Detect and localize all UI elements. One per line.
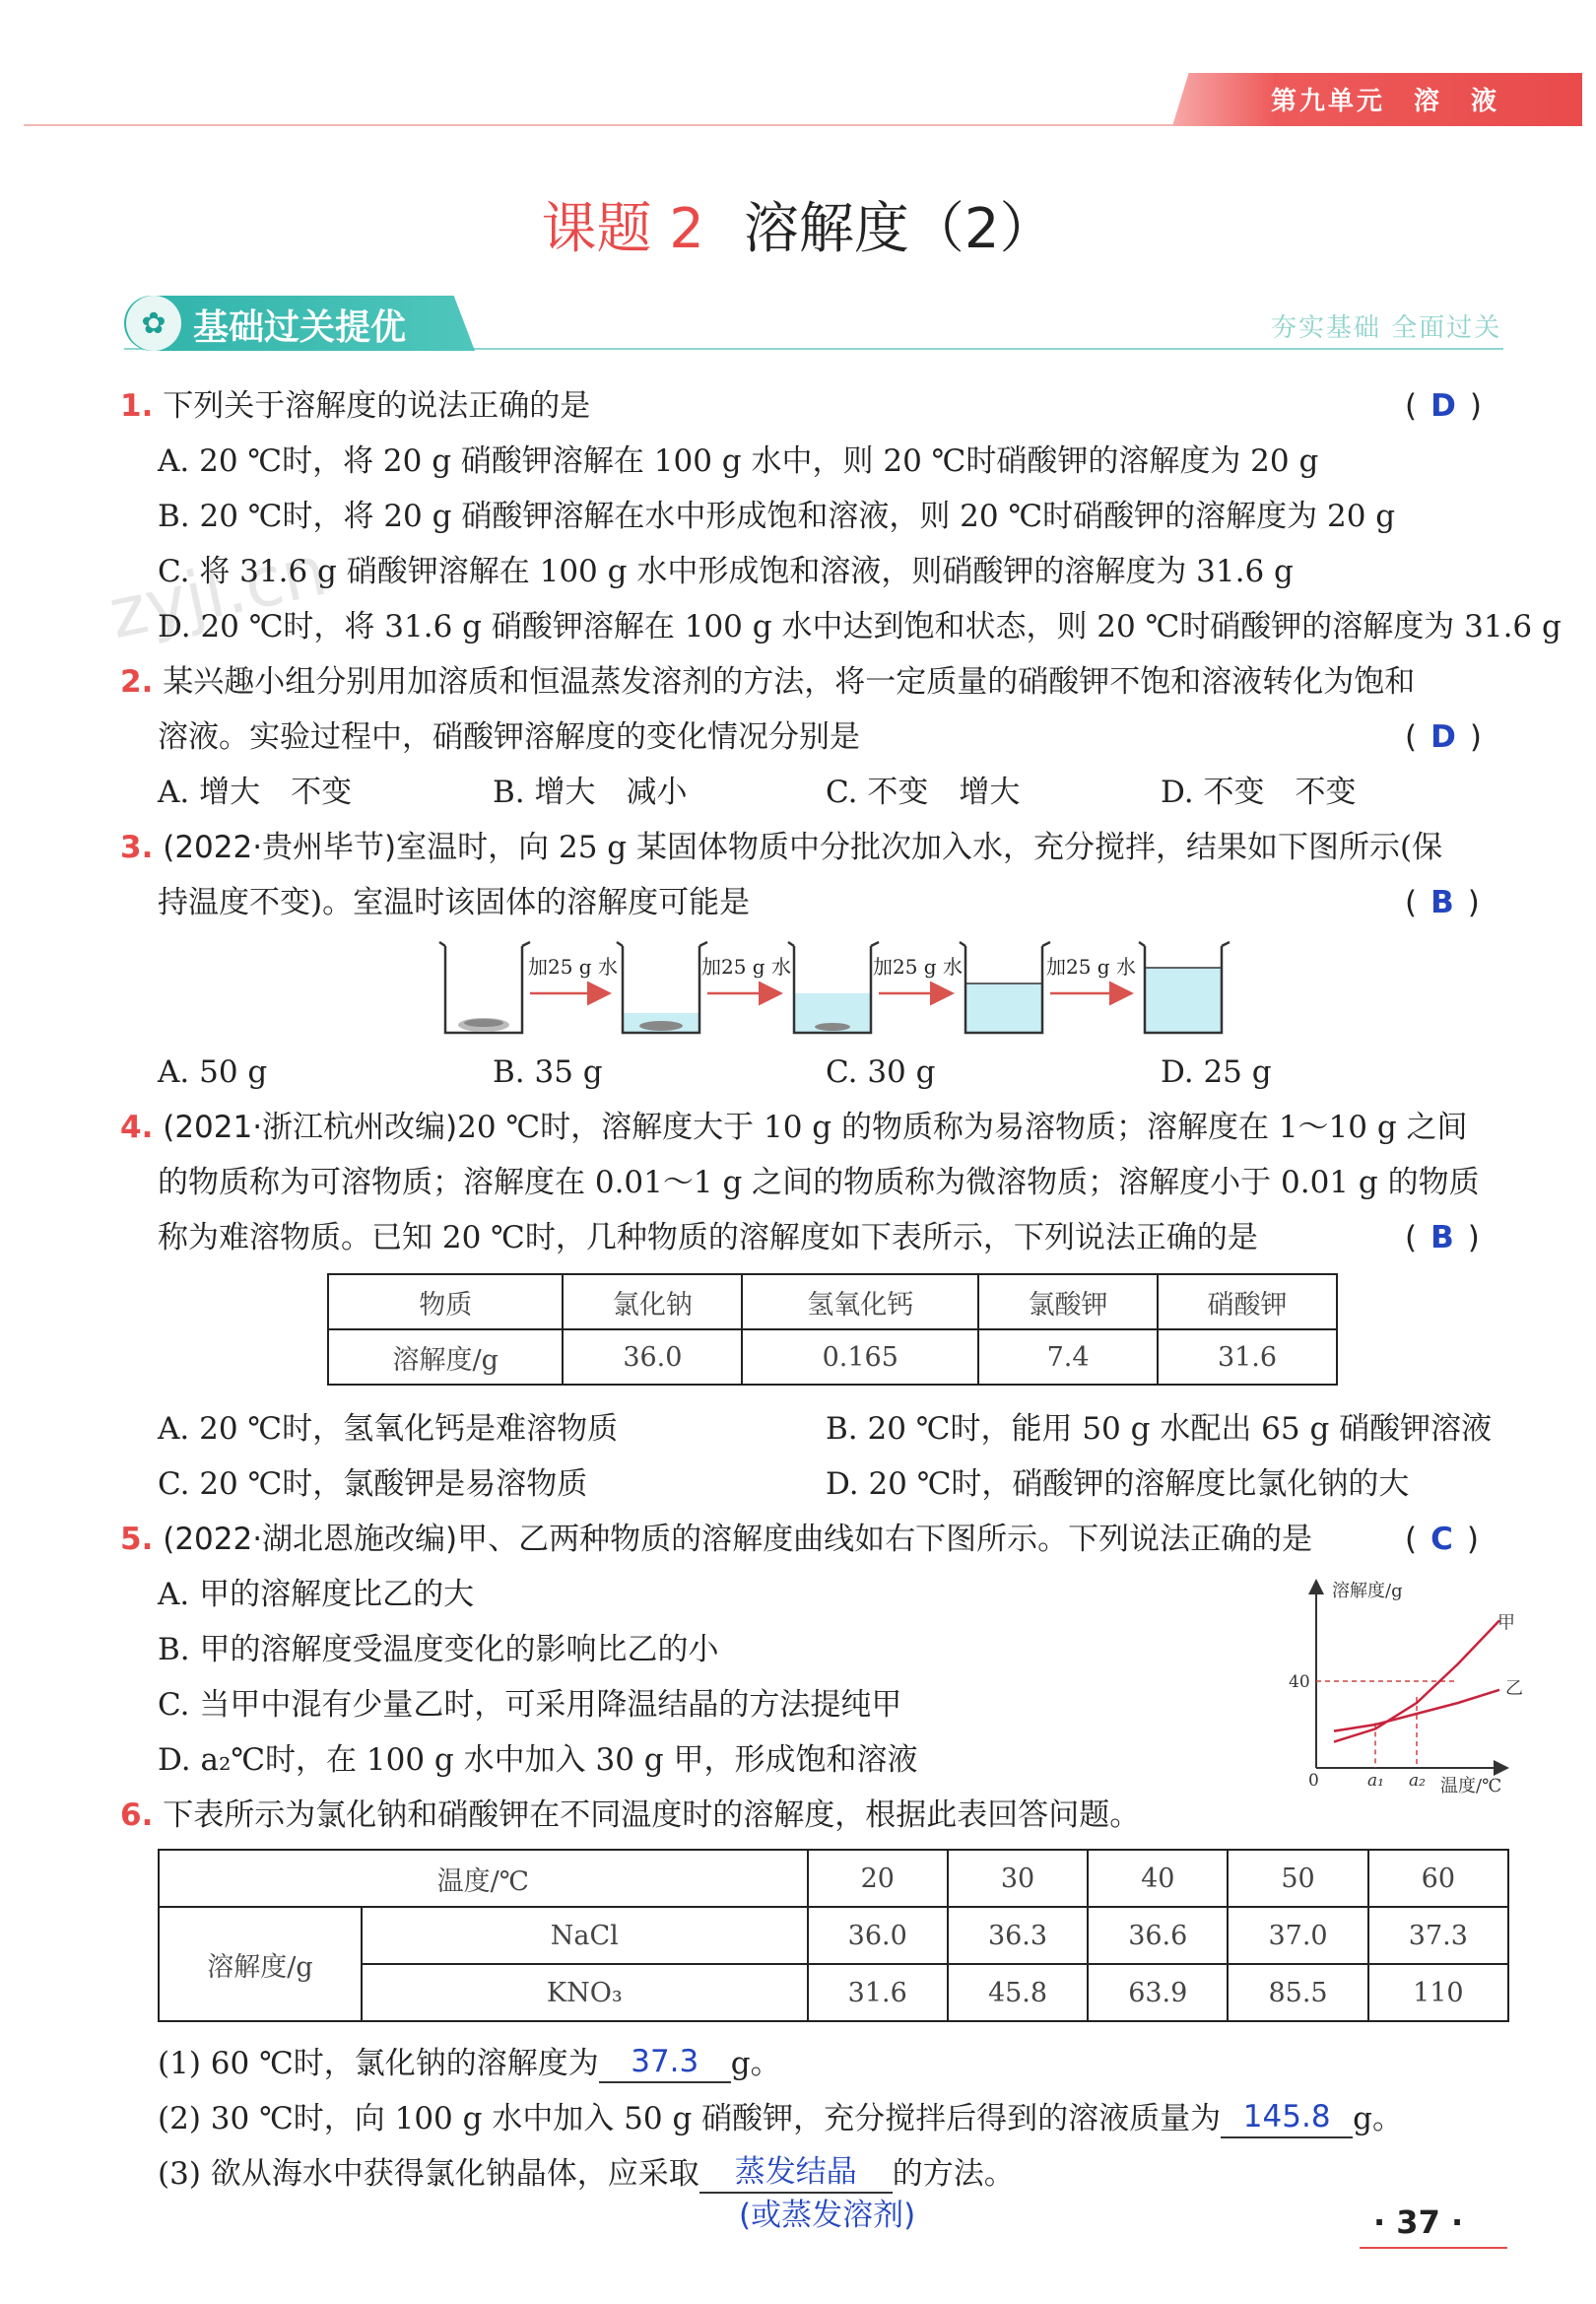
- table-row: [159, 1964, 1508, 2021]
- beaker-3: [788, 942, 879, 1033]
- q4-answer: ( B ): [1405, 1220, 1480, 1255]
- table-header: 温度/℃: [159, 1850, 808, 1907]
- q3-option-d: D. 25 g: [1161, 1054, 1272, 1090]
- q1-stem: 1. 下列关于溶解度的说法正确的是: [120, 388, 591, 424]
- table-header: 物质: [328, 1274, 563, 1329]
- q3-option-c: C. 30 g: [826, 1054, 936, 1090]
- q3-stem-2: 持温度不变)。室温时该固体的溶解度可能是: [158, 885, 751, 920]
- beaker-4: [960, 942, 1050, 1033]
- table-header: 30: [948, 1850, 1088, 1907]
- table-cell: 溶解度/g: [328, 1329, 563, 1385]
- sprout-icon: ✿: [126, 296, 181, 351]
- q5-option-d: D. a₂℃时，在 100 g 水中加入 30 g 甲，形成饱和溶液: [158, 1742, 918, 1778]
- q5-answer: ( C ): [1405, 1522, 1479, 1557]
- q2-stem-2: 溶液。实验过程中，硝酸钾溶解度的变化情况分别是: [158, 719, 860, 755]
- q4-option-b: B. 20 ℃时，能用 50 g 水配出 65 g 硝酸钾溶液: [826, 1411, 1493, 1447]
- q6-sub2-answer: 145.8: [1221, 2097, 1353, 2138]
- origin-label: 0: [1308, 1771, 1319, 1791]
- q3-option-a: A. 50 g: [158, 1054, 268, 1090]
- solubility-curve-chart: [1281, 1573, 1523, 1796]
- page-number-rule: [1360, 2247, 1507, 2249]
- q3-stem-1: 3. (2022·贵州毕节)室温时，向 25 g 某固体物质中分批次加入水，充分搅拌，结果如下图所示(保: [120, 830, 1443, 865]
- q1-option-c: C. 将 31.6 g 硝酸钾溶解在 100 g 水中形成饱和溶液，则硝酸钾的溶解度为 31.6 g: [158, 554, 1294, 589]
- table-row: [159, 1907, 1508, 1964]
- table-cell: NaCl: [362, 1907, 808, 1964]
- table-cell: 36.0: [563, 1329, 742, 1385]
- q6-sub1-answer: 37.3: [599, 2042, 731, 2083]
- table-cell: 63.9: [1088, 1964, 1228, 2021]
- table-cell: 0.165: [742, 1329, 978, 1385]
- table-cell: 45.8: [948, 1964, 1088, 2021]
- q4-option-d: D. 20 ℃时，硝酸钾的溶解度比氯化钠的大: [826, 1466, 1410, 1502]
- q2-option-c: C. 不变 增大: [826, 775, 1021, 810]
- table-cell: 36.0: [808, 1907, 948, 1964]
- q4-stem-1: 4. (2021·浙江杭州改编)20 ℃时，溶解度大于 10 g 的物质称为易溶物质；溶解度在 1～10 g 之间: [120, 1110, 1468, 1145]
- q6-solubility-table: [158, 1849, 1509, 2022]
- q5-stem: 5. (2022·湖北恩施改编)甲、乙两种物质的溶解度曲线如右下图所示。下列说法正确的是: [120, 1522, 1313, 1557]
- arrow-label-4: 加25 g 水: [1046, 955, 1136, 979]
- table-cell: 110: [1368, 1964, 1508, 2021]
- table-cell: 37.3: [1368, 1907, 1508, 1964]
- q5-option-c: C. 当甲中混有少量乙时，可采用降温结晶的方法提纯甲: [158, 1687, 902, 1723]
- q4-option-a: A. 20 ℃时，氢氧化钙是难溶物质: [158, 1411, 619, 1447]
- table-header: 硝酸钾: [1158, 1274, 1337, 1329]
- lesson-name: 溶解度（2）: [743, 197, 1055, 261]
- q6-sub3-answer: 蒸发结晶: [699, 2152, 893, 2194]
- q2-option-b: B. 增大 减小: [493, 775, 688, 810]
- curve-label-yi: 乙: [1505, 1677, 1523, 1699]
- y-axis-label: 溶解度/g: [1332, 1581, 1403, 1601]
- page-number: · 37 ·: [1373, 2203, 1464, 2241]
- q1-answer: ( D ): [1405, 388, 1482, 424]
- q5-option-b: B. 甲的溶解度受温度变化的影响比乙的小: [158, 1632, 719, 1667]
- curve-label-jia: 甲: [1497, 1612, 1515, 1634]
- q3-option-b: B. 35 g: [493, 1054, 603, 1090]
- section-slogan: 夯实基础 全面过关: [1271, 313, 1502, 343]
- lesson-number: 课题 2: [541, 197, 704, 261]
- table-header: 50: [1228, 1850, 1367, 1907]
- q2-answer: ( D ): [1405, 719, 1482, 755]
- table-cell: 7.4: [978, 1329, 1158, 1385]
- x-tick-label-a2: a₂: [1409, 1771, 1426, 1791]
- q6-sub3-note: (或蒸发溶剂): [739, 2198, 916, 2233]
- table-cell: 36.6: [1088, 1907, 1228, 1964]
- table-cell: 36.3: [948, 1907, 1088, 1964]
- table-cell: 37.0: [1228, 1907, 1367, 1964]
- arrow-label-1: 加25 g 水: [528, 955, 618, 979]
- table-header: 氯化钠: [563, 1274, 742, 1329]
- q1-option-a: A. 20 ℃时，将 20 g 硝酸钾溶解在 100 g 水中，则 20 ℃时硝酸钾的溶解度为 20 g: [158, 443, 1319, 479]
- beaker-diagram: [433, 934, 1241, 1045]
- q5-option-a: A. 甲的溶解度比乙的大: [158, 1577, 475, 1612]
- x-axis-label: 温度/℃: [1440, 1776, 1502, 1796]
- page-title: [0, 185, 1596, 264]
- table-row: [328, 1329, 1337, 1385]
- beaker-5: [1139, 942, 1230, 1033]
- table-cell: KNO₃: [362, 1964, 808, 2021]
- table-cell: 85.5: [1228, 1964, 1367, 2021]
- x-tick-label-a1: a₁: [1367, 1771, 1384, 1791]
- table-header: 氯酸钾: [978, 1274, 1158, 1329]
- q2-option-d: D. 不变 不变: [1161, 775, 1357, 810]
- watermark: zyjl.cn: [101, 529, 334, 655]
- table-cell: 31.6: [1158, 1329, 1337, 1385]
- section-label: 基础过关提优: [193, 307, 407, 348]
- y-tick-label: 40: [1289, 1672, 1310, 1692]
- table-cell: 溶解度/g: [159, 1907, 362, 2021]
- table-header: 氢氧化钙: [742, 1274, 978, 1329]
- q1-option-b: B. 20 ℃时，将 20 g 硝酸钾溶解在水中形成饱和溶液，则 20 ℃时硝酸钾的溶解度为 20 g: [158, 499, 1396, 534]
- table-header: 20: [808, 1850, 948, 1907]
- q2-option-a: A. 增大 不变: [158, 775, 353, 810]
- beaker-1: [439, 942, 530, 1033]
- q4-solubility-table: [327, 1273, 1338, 1386]
- q3-answer: ( B ): [1405, 885, 1480, 920]
- table-row: [159, 1850, 1508, 1907]
- q4-option-c: C. 20 ℃时，氯酸钾是易溶物质: [158, 1466, 588, 1502]
- unit-label: 第九单元 溶 液: [1271, 87, 1500, 116]
- q6-sub3: (3) 欲从海水中获得氯化钠晶体，应采取 蒸发结晶 的方法。: [158, 2154, 1015, 2192]
- header-rule: [24, 124, 1186, 126]
- q4-stem-3: 称为难溶物质。已知 20 ℃时，几种物质的溶解度如下表所示，下列说法正确的是: [158, 1220, 1258, 1255]
- arrow-label-3: 加25 g 水: [873, 955, 963, 979]
- table-row: [328, 1274, 1337, 1329]
- beaker-2: [617, 942, 707, 1033]
- q1-option-d: D. 20 ℃时，将 31.6 g 硝酸钾溶解在 100 g 水中达到饱和状态，则 20 ℃时硝酸钾的溶解度为 31.6 g: [158, 609, 1562, 644]
- q6-sub1: (1) 60 ℃时，氯化钠的溶解度为 37.3 g。: [158, 2044, 781, 2081]
- q6-sub2: (2) 30 ℃时，向 100 g 水中加入 50 g 硝酸钾，充分搅拌后得到的溶液质量为 145.8 g。: [158, 2099, 1404, 2136]
- table-header: 60: [1368, 1850, 1508, 1907]
- arrow-label-2: 加25 g 水: [701, 955, 791, 979]
- table-header: 40: [1088, 1850, 1228, 1907]
- table-cell: 31.6: [808, 1964, 948, 2021]
- q2-stem-1: 2. 某兴趣小组分别用加溶质和恒温蒸发溶剂的方法，将一定质量的硝酸钾不饱和溶液转化为饱和: [120, 664, 1416, 700]
- q6-stem: 6. 下表所示为氯化钠和硝酸钾在不同温度时的溶解度，根据此表回答问题。: [120, 1797, 1141, 1833]
- q4-stem-2: 的物质称为可溶物质；溶解度在 0.01～1 g 之间的物质称为微溶物质；溶解度小于 0.01 g 的物质: [158, 1165, 1480, 1200]
